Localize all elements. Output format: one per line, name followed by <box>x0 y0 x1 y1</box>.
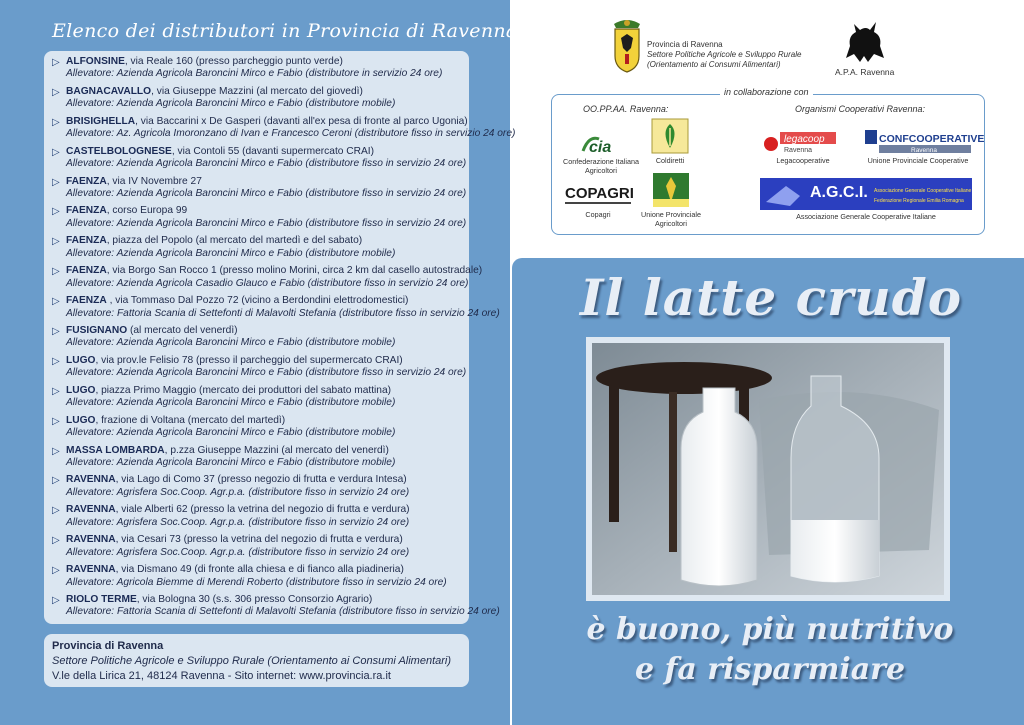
distributor-breeder: Allevatore: Fattoria Scania di Settefonti di Malavolti Stefania (distributore fisso in servizio 24 ore) <box>66 307 500 319</box>
distributor-town: BAGNACAVALLO <box>66 85 152 97</box>
distributor-town: ALFONSINE <box>66 56 125 67</box>
cia-label: Confederazione Italiana Agricoltori <box>563 157 639 175</box>
distributor-entry <box>52 385 463 415</box>
triangle-bullet-icon: ▷ <box>52 415 60 427</box>
province-office: (Orientamento ai Consumi Alimentari) <box>647 60 781 69</box>
distributor-address: , frazione di Voltana (mercato del martedì) <box>95 414 286 426</box>
org-confcooperative <box>862 128 985 165</box>
province-contact-box <box>44 634 469 687</box>
distributor-address: , via Giuseppe Mazzini (al mercato del giovedì) <box>151 85 363 97</box>
distributor-address: , via prov.le Felisio 78 (presso il parcheggio del supermercato CRAI) <box>95 354 403 366</box>
triangle-bullet-icon: ▷ <box>52 236 60 248</box>
triangle-bullet-icon: ▷ <box>52 535 60 547</box>
distributor-town: LUGO <box>66 354 96 366</box>
distributor-address: , via Tommaso Dal Pozzo 72 (vicino a Berdondini elettrodomestici) <box>106 295 409 307</box>
distributor-entry <box>52 56 463 86</box>
copagri-logo-icon <box>563 182 633 208</box>
distributor-town: FAENZA <box>66 175 107 187</box>
triangle-bullet-icon: ▷ <box>52 565 60 577</box>
triangle-bullet-icon: ▷ <box>52 86 60 98</box>
distributor-breeder: Allevatore: Azienda Agricola Baroncini Mirco e Fabio (distributore mobile) <box>66 456 396 468</box>
tagline-line-2: e fa risparmiare <box>634 652 906 687</box>
distributor-town: FUSIGNANO <box>66 325 128 337</box>
distributor-town: RAVENNA <box>66 564 116 576</box>
distributor-text <box>66 415 463 445</box>
distributor-town: FAENZA <box>66 295 107 307</box>
distributor-text <box>66 116 515 146</box>
distributor-breeder: Allevatore: Agrisfera Soc.Coop. Agr.p.a. (distributore fisso in servizio 24 ore) <box>66 516 410 528</box>
distributor-address: , piazza Primo Maggio (mercato dei produttori del sabato mattina) <box>95 384 392 396</box>
distributor-breeder: Allevatore: Azienda Agricola Baroncini Mirco e Fabio (distributore in servizio 24 ore) <box>66 68 443 80</box>
farmers-orgs-label: OO.PP.AA. Ravenna: <box>583 104 669 114</box>
agci-logo-subtext-2: Federazione Regionale Emilia Romagna <box>874 198 964 204</box>
org-legacoop <box>760 130 846 165</box>
distributor-address: , via Dismano 49 (di fronte alla chiesa e di fianco alla piadineria) <box>115 564 404 576</box>
distributor-entry <box>52 205 467 235</box>
distributor-entry <box>52 295 500 325</box>
distributor-entry <box>52 86 463 116</box>
distributor-text <box>66 325 463 355</box>
distributor-entry <box>52 594 500 624</box>
distributor-entry <box>52 175 467 206</box>
triangle-bullet-icon: ▷ <box>52 296 60 308</box>
distributor-address: , corso Europa 99 <box>106 205 188 217</box>
distributor-breeder: Allevatore: Azienda Agricola Baroncini Mirco e Fabio (distributore mobile) <box>66 98 396 110</box>
distributor-text <box>66 385 463 415</box>
upa-label: Unione Provinciale Agricoltori <box>641 210 701 228</box>
contact-title: Provincia di Ravenna <box>52 640 164 652</box>
agci-logo-icon <box>760 178 972 210</box>
apa-logo-icon <box>840 18 888 66</box>
distributor-address: , piazza del Popolo (al mercato del martedì e del sabato) <box>106 235 363 247</box>
triangle-bullet-icon: ▷ <box>52 57 60 68</box>
distributor-address: , via Cesari 73 (presso la vetrina del negozio di frutta e verdura) <box>115 534 403 546</box>
distributor-breeder: Allevatore: Agricola Biemme di Merendi Roberto (distributore fisso in servizio 24 ore) <box>66 576 447 588</box>
copagri-label: Copagri <box>585 210 611 219</box>
agci-logo-subtext-1: Associazione Generale Cooperative Italiane <box>874 188 972 194</box>
triangle-bullet-icon: ▷ <box>52 355 60 367</box>
triangle-bullet-icon: ▷ <box>52 445 60 457</box>
collaboration-label: in collaborazione con <box>720 87 813 97</box>
coldiretti-label: Coldiretti <box>655 156 685 165</box>
distributor-entry <box>52 445 463 475</box>
province-department: Settore Politiche Agricole e Sviluppo Rurale <box>647 50 802 59</box>
tagline-line-1: è buono, più nutritivo <box>586 612 954 647</box>
distributor-town: CASTELBOLOGNESE <box>66 145 172 157</box>
distributor-text <box>66 474 463 504</box>
distributor-address: , via Lago di Como 37 (presso negozio di frutta e verdura Intesa) <box>115 474 407 486</box>
milk-bottles-photo <box>589 340 947 598</box>
distributor-breeder: Allevatore: Azienda Agricola Baroncini Mirco e Fabio (distributore fisso in servizio 24 ore) <box>66 187 467 199</box>
org-coldiretti <box>648 118 692 165</box>
distributor-breeder: Allevatore: Azienda Agricola Baroncini Mirco e Fabio (distributore mobile) <box>66 337 396 349</box>
distributor-address: , p.zza Giuseppe Mazzini (al mercato del venerdì) <box>164 444 389 456</box>
distributor-entry <box>52 325 463 355</box>
cooperatives-label: Organismi Cooperativi Ravenna: <box>795 104 926 114</box>
distributor-address: , via IV Novembre 27 <box>106 175 202 187</box>
distributor-text <box>66 504 463 534</box>
triangle-bullet-icon: ▷ <box>52 176 60 188</box>
triangle-bullet-icon: ▷ <box>52 475 60 487</box>
org-cia <box>562 133 640 175</box>
distributor-entry <box>52 354 467 385</box>
triangle-bullet-icon: ▷ <box>52 146 60 158</box>
triangle-bullet-icon: ▷ <box>52 385 60 397</box>
distributor-address: , via Bologna 30 (s.s. 306 presso Consorzio Agrario) <box>136 594 373 606</box>
triangle-bullet-icon: ▷ <box>52 266 60 278</box>
distributor-entry <box>52 564 463 594</box>
agci-logo-text: A.G.C.I. <box>810 184 868 201</box>
distributor-entry <box>52 474 463 504</box>
distributor-text <box>66 564 463 594</box>
contact-address: V.le della Lirica 21, 48124 Ravenna - Sito internet: www.provincia.ra.it <box>52 670 391 682</box>
distributor-breeder: Allevatore: Agrisfera Soc.Coop. Agr.p.a. (distributore fisso in servizio 24 ore) <box>66 486 410 498</box>
province-label <box>647 40 801 70</box>
coldiretti-logo-icon <box>651 118 689 154</box>
distributor-breeder: Allevatore: Azienda Agricola Casadio Glauco e Fabio (distributore fisso in servizio 24 ore) <box>66 277 469 289</box>
distributor-text <box>66 235 463 265</box>
contact-department: Settore Politiche Agricole e Sviluppo Rurale (Orientamento ai Consumi Alimentari) <box>52 655 452 667</box>
distributor-town: RAVENNA <box>66 474 116 486</box>
distributor-text <box>66 594 500 624</box>
org-copagri <box>562 182 634 219</box>
distributor-town: FAENZA <box>66 205 107 217</box>
province-name: Provincia di Ravenna <box>647 40 723 49</box>
legacoop-logo-subtext: Ravenna <box>784 147 813 154</box>
cia-logo-text: cia <box>589 139 612 156</box>
triangle-bullet-icon: ▷ <box>52 326 60 338</box>
apa-label: A.P.A. Ravenna <box>835 67 895 77</box>
headline: Il latte crudo <box>580 268 963 327</box>
distributors-title: Elenco dei distributori in Provincia di Ravenna: <box>52 20 525 42</box>
copagri-logo-text: COPAGRI <box>565 185 634 202</box>
cia-logo-icon <box>579 133 623 155</box>
triangle-bullet-icon: ▷ <box>52 595 60 607</box>
distributor-text <box>66 355 466 385</box>
distributor-breeder: Allevatore: Azienda Agricola Baroncini Mirco e Fabio (distributore fisso in servizio 24 ore) <box>66 158 467 170</box>
distributor-text <box>66 265 482 295</box>
upa-logo-icon <box>652 172 690 208</box>
distributor-address: , via Reale 160 (presso parcheggio punto verde) <box>124 56 343 67</box>
distributor-breeder: Allevatore: Azienda Agricola Baroncini Mirco e Fabio (distributore mobile) <box>66 427 396 439</box>
distributor-breeder: Allevatore: Azienda Agricola Baroncini Mirco e Fabio (distributore fisso in servizio 24 ore) <box>66 367 467 379</box>
confcooperative-logo-text: CONFCOOPERATIVE <box>879 133 985 145</box>
distributor-town: RAVENNA <box>66 534 116 546</box>
distributor-entry <box>52 115 516 146</box>
triangle-bullet-icon: ▷ <box>52 206 60 218</box>
org-upa <box>640 172 702 228</box>
distributor-address: , via Contoli 55 (davanti supermercato CRAI) <box>171 145 374 157</box>
triangle-bullet-icon: ▷ <box>52 505 60 517</box>
distributor-town: BRISIGHELLA <box>66 115 136 127</box>
distributor-entry <box>52 265 483 295</box>
distributor-entry <box>52 504 463 534</box>
distributor-breeder: Allevatore: Azienda Agricola Baroncini Mirco e Fabio (distributore mobile) <box>66 397 396 409</box>
distributor-town: LUGO <box>66 384 96 396</box>
distributor-town: LUGO <box>66 414 96 426</box>
distributor-breeder: Allevatore: Az. Agricola Imoronzano di Ivan e Francesco Ceroni (distributore fisso in servizio 24 ore) <box>66 128 516 140</box>
distributor-entry <box>52 415 463 445</box>
confcooperative-logo-subtext: Ravenna <box>911 147 938 154</box>
org-agci <box>760 178 972 221</box>
distributor-address: (al mercato del venerdì) <box>127 325 238 337</box>
distributor-breeder: Allevatore: Fattoria Scania di Settefonti di Malavolti Stefania (distributore fisso in servizio 24 ore) <box>66 606 500 618</box>
distributor-breeder: Allevatore: Azienda Agricola Baroncini Mirco e Fabio (distributore fisso in servizio 24 ore) <box>66 217 467 229</box>
distributor-town: MASSA LOMBARDA <box>66 444 165 456</box>
distributor-breeder: Allevatore: Azienda Agricola Baroncini Mirco e Fabio (distributore mobile) <box>66 247 396 259</box>
distributor-entry <box>52 534 463 564</box>
distributor-address: , via Baccarini x De Gasperi (davanti all'ex pesa di fronte al parco Ugonia) <box>135 115 468 127</box>
distributors-list <box>44 51 516 624</box>
province-coat-of-arms-icon <box>610 18 644 74</box>
distributor-town: RAVENNA <box>66 504 116 516</box>
legacoop-logo-text: legacoop <box>784 134 825 145</box>
distributor-text <box>66 445 463 475</box>
distributor-breeder: Allevatore: Agrisfera Soc.Coop. Agr.p.a. (distributore fisso in servizio 24 ore) <box>66 546 410 558</box>
distributor-address: , via Borgo San Rocco 1 (presso molino Morini, circa 2 km dal casello autostradale) <box>106 265 483 277</box>
distributor-text <box>66 146 466 176</box>
distributor-entry <box>52 145 467 176</box>
legacoop-label: Legacooperative <box>776 156 830 165</box>
distributor-town: RIOLO TERME <box>66 594 137 606</box>
distributor-text <box>66 176 466 206</box>
agci-label: Associazione Generale Cooperative Italiane <box>796 212 936 221</box>
distributor-text <box>66 56 463 86</box>
distributor-text <box>66 86 463 116</box>
distributor-address: , viale Alberti 62 (presso la vetrina del negozio di frutta e verdura) <box>115 504 410 516</box>
distributor-text <box>66 205 466 235</box>
confcooperative-label: Unione Provinciale Cooperative <box>867 156 969 165</box>
distributor-text <box>66 534 463 564</box>
triangle-bullet-icon: ▷ <box>52 116 60 128</box>
distributor-entry <box>52 235 463 265</box>
confcooperative-logo-icon <box>863 128 985 154</box>
legacoop-logo-icon <box>762 130 844 154</box>
distributor-town: FAENZA <box>66 235 107 247</box>
distributor-town: FAENZA <box>66 265 107 277</box>
distributor-text <box>66 295 500 325</box>
